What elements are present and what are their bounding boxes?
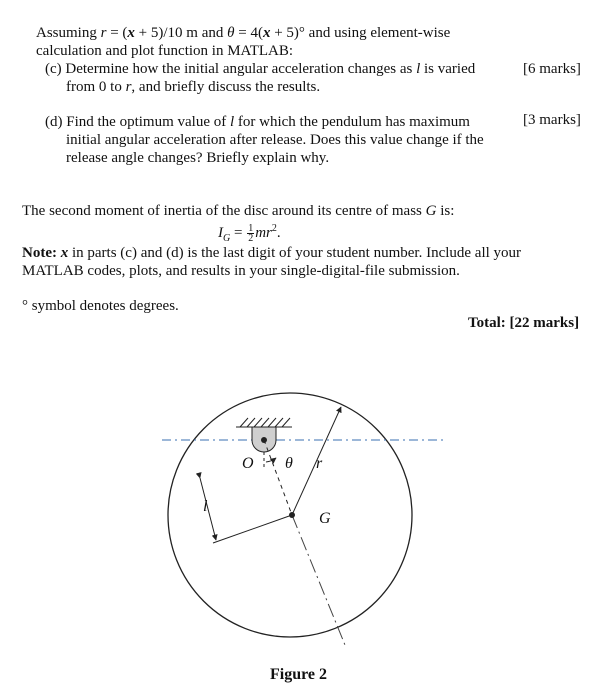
note-line-2: MATLAB codes, plots, and results in your single-digital-file submission. bbox=[22, 263, 460, 279]
total-marks: Total: [22 marks] bbox=[468, 315, 580, 331]
part-c-marks: [6 marks] bbox=[523, 61, 581, 77]
inertia-line: The second moment of inertia of the disc around its centre of mass G is: bbox=[22, 203, 455, 219]
intro-line-2: calculation and plot function in MATLAB: bbox=[36, 43, 294, 59]
label-l: l bbox=[203, 498, 208, 515]
part-c-line-2: from 0 to r, and briefly discuss the results. bbox=[66, 79, 321, 95]
part-d-line-3: release angle changes? Briefly explain why. bbox=[66, 150, 330, 166]
note-line-1: Note: x in parts (c) and (d) is the last digit of your student number. Include all your bbox=[22, 245, 522, 261]
intro-line-1: Assuming r = (x + 5)/10 m and θ = 4(x + 5)° and using element-wise bbox=[36, 25, 451, 41]
l-dimension-line bbox=[213, 515, 292, 543]
part-d-marks: [3 marks] bbox=[523, 112, 581, 128]
part-d-line-2: initial angular acceleration after release. Does this value change if the bbox=[66, 132, 484, 148]
inertia-formula: $I_G$ = $\frac{1}{2}$ $mr^2$. bbox=[218, 223, 281, 245]
disc-centre-line bbox=[292, 515, 345, 645]
part-d-line-1: (d) Find the optimum value of l for which the pendulum has maximum bbox=[45, 114, 470, 130]
note-label: Note: bbox=[22, 245, 57, 261]
label-G: G bbox=[319, 510, 331, 527]
label-r: r bbox=[316, 455, 323, 472]
label-theta: θ bbox=[285, 455, 293, 472]
support-hatching bbox=[236, 418, 292, 427]
degree-note: ° symbol denotes degrees. bbox=[22, 298, 179, 314]
figure-caption: Figure 2 bbox=[270, 666, 328, 683]
part-c-line-1: (c) Determine how the initial angular acceleration changes as l is varied bbox=[45, 61, 476, 77]
label-O: O bbox=[242, 455, 254, 472]
